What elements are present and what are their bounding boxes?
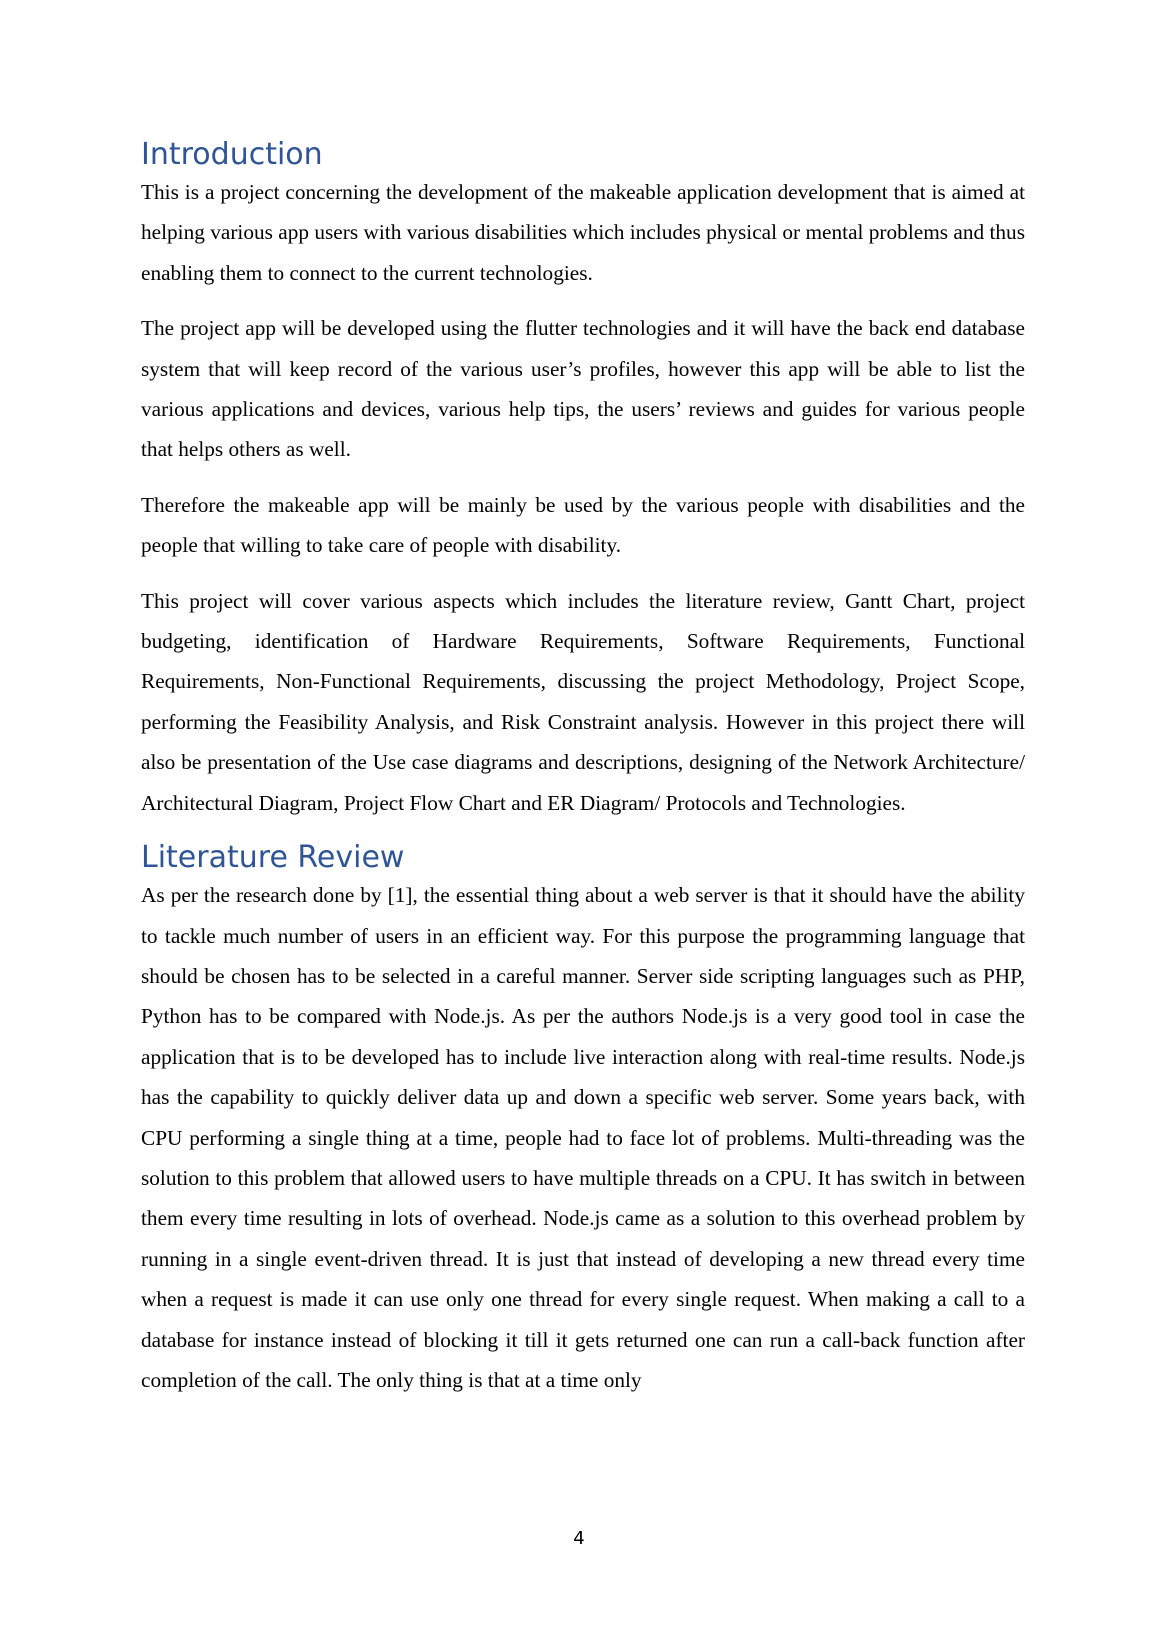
literature-review-paragraph-1: As per the research done by [1], the essential thing about a web server is that it should have the ability to tackle much number of users in an efficient way. For this purpose the programming language that should be chosen has to be selected in a careful manner. Server side scripting languages such as PHP, Python has to be compared with Node.js. As per the authors Node.js is a very good tool in case the application that is to be developed has to include live interaction along with real-time results. Node.js has the capability to quickly deliver data up and down a specific web server. Some years back, with CPU performing a single thing at a time, people had to face lot of problems. Multi-threading was the solution to this problem that allowed users to have multiple threads on a CPU. It has switch in between them every time resulting in lots of overhead. Node.js came as a solution to this overhead problem by running in a single event-driven thread. It is just that instead of developing a new thread every time when a request is made it can use only one thread for every single request. When making a call to a database for instance instead of blocking it till it gets returned one can run a call-back function after completion of the call. The only thing is that at a time only xyxy=(141,883,1025,1392)
page-number: 4 xyxy=(573,1528,585,1549)
introduction-paragraph-1: This is a project concerning the development of the makeable application development that is aimed at helping various app users with various disabilities which includes physical or mental problems and thus enabling them to connect to the current technologies. xyxy=(141,180,1025,285)
literature-review-heading: Literature Review xyxy=(141,840,405,876)
page-content xyxy=(141,138,1025,1415)
introduction-heading: Introduction xyxy=(141,137,323,172)
introduction-paragraph-4: This project will cover various aspects which includes the literature review, Gantt Chart, project budgeting, identification of Hardware Requirements, Software Requirements, Functional Requirements, Non-Functional Requirements, discussing the project Methodology, Project Scope, performing the Feasibility Analysis, and Risk Constraint analysis. However in this project there will also be presentation of the Use case diagrams and descriptions, designing of the Network Architecture/ Architectural Diagram, Project Flow Chart and ER Diagram/ Protocols and Technologies. xyxy=(141,588,1025,815)
introduction-paragraph-3: Therefore the makeable app will be mainly be used by the various people with disabilities and the people that willing to take care of people with disability. xyxy=(141,492,1025,558)
introduction-paragraph-2: The project app will be developed using the flutter technologies and it will have the back end database system that will keep record of the various user’s profiles, however this app will be able to list the various applications and devices, various help tips, the users’ reviews and guides for various people that helps others as well. xyxy=(141,316,1025,462)
